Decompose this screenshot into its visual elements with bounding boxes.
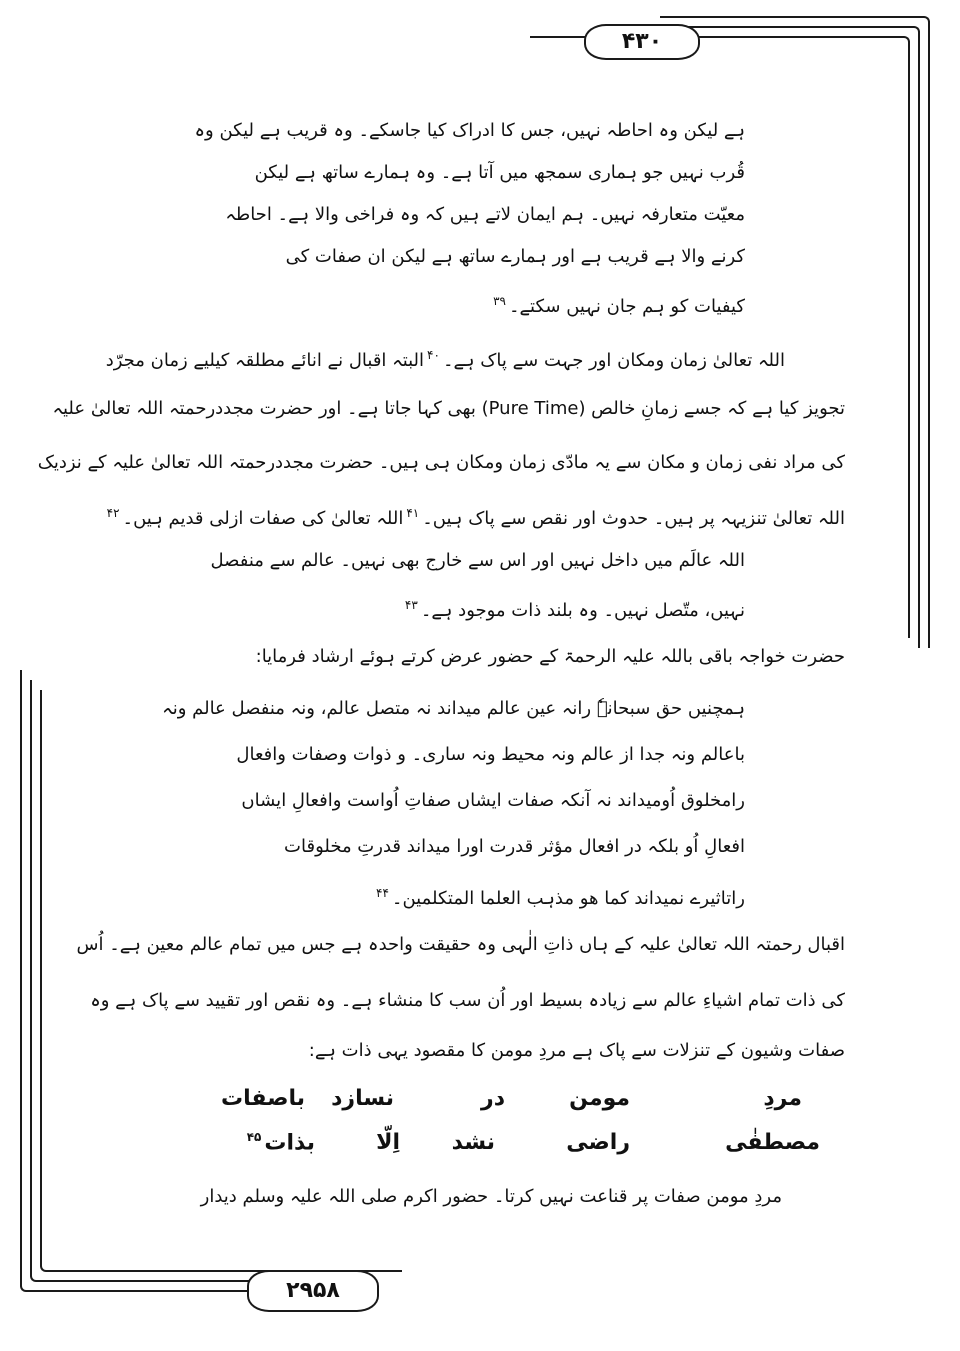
footnote-45: ۴۵ — [246, 1130, 262, 1144]
verse-2-word-5 — [244, 1130, 315, 1155]
block3-line-2-text: نہیں، متّصل نہیں۔ وہ بلند ذات موجود ہے۔ — [420, 600, 745, 621]
para4-line: حضرت خواجہ باقی باللہ علیہ الرحمۃ کے حضور عرض کرتے ہوئے ارشاد فرمایا: — [255, 646, 845, 667]
verse-1-word-2: مومن — [569, 1086, 630, 1111]
verse-2-word-4: اِلّا — [376, 1130, 400, 1155]
footnote-43: ۴۳ — [404, 598, 418, 612]
verse-1-word-5: باصفات — [221, 1086, 305, 1111]
para2-line-4-rest: اللہ تعالیٰ کی صفات ازلی قدیم ہیں۔ — [122, 508, 404, 529]
para2-line-1-text: اللہ تعالیٰ زمان ومکان اور جہت سے پاک ہے۔ — [442, 350, 785, 371]
persian-line-1: ہمچنیں حق سبحانہٗ رانہ عین عالم میداند نہ متصل عالم، ونہ منفصل عالم ونہ — [162, 698, 745, 719]
block1-line-2: قُرب نہیں جو ہماری سمجھ میں آتا ہے۔ وہ ہمارے ساتھ ہے لیکن — [254, 162, 745, 183]
verse-2-word-3: نشد — [451, 1130, 495, 1155]
footnote-40: ۴۰ — [427, 348, 440, 362]
para2-line-4-text: اللہ تعالیٰ تنزیہہ پر ہیں۔ حدوث اور نقص سے پاک ہیں۔ — [422, 508, 845, 529]
block1-line-3: معیّت متعارفہ نہیں۔ ہم ایمان لاتے ہیں کہ وہ فراخی والا ہے۔ احاطہ — [225, 204, 745, 225]
last-line: مردِ مومن صفات پر قناعت نہیں کرتا۔ حضور اکرم صلی اللہ علیہ وسلم دیدار — [200, 1186, 782, 1207]
para2-line-1 — [106, 342, 785, 374]
verse-2-word-1: مصطفٰی — [725, 1130, 820, 1155]
persian-line-3: رامخلوق اُومیداند نہ آنکہ صفات ایشاں صفاتِ اُواست وافعالِ ایشاں — [241, 790, 745, 811]
persian-line-5 — [373, 880, 745, 912]
persian-line-5-text: راتاثیرے نمیداند کما ھو مذہب العلما المتکلمین۔ — [391, 888, 745, 909]
page-number-top: ۴۳۰ — [584, 24, 700, 60]
persian-line-4: افعالِ اُو بلکہ در افعال مؤثر قدرت اورا میداند قدرتِ مخلوقات — [284, 836, 745, 857]
para2-line-3: کی مراد نفی زمان و مکان سے یہ مادّی زمان ومکان ہی ہیں۔ حضرت مجددرحمتہ اللہ تعالیٰ علیہ کے نزدیک — [37, 452, 845, 473]
footnote-42: ۴۲ — [106, 506, 120, 520]
block1-line-5 — [490, 288, 745, 320]
verse-1-word-3: در — [481, 1086, 505, 1111]
block3-line-2 — [402, 592, 745, 624]
verse-2-word-5-text: بذات — [264, 1130, 315, 1156]
block1-line-4: کرنے والا ہے قریب ہے اور ہمارے ساتھ ہے لیکن ان صفات کی — [285, 246, 745, 267]
block1-line-1: ہے لیکن وہ احاطہ نہیں، جس کا ادراک کیا جاسکے۔ وہ قریب ہے لیکن وہ — [194, 120, 745, 141]
para5-line-1: اقبال رحمتہ اللہ تعالیٰ علیہ کے ہاں ذاتِ الٰہی وہ حقیقت واحدہ ہے جس میں تمام عالم معین ہے۔ اُس — [76, 934, 845, 955]
para5-line-2: کی ذات تمام اشیاءِ عالم سے زیادہ بسیط اور اُن سب کا منشاء ہے۔ وہ نقص اور تقیید سے پاک ہے وہ — [90, 990, 845, 1011]
verse-1-word-1: مردِ — [763, 1086, 802, 1111]
block3-line-1: اللہ عالَم میں داخل نہیں اور اس سے خارج بھی نہیں۔ عالم سے منفصل — [210, 550, 745, 571]
footnote-39: ۳۹ — [493, 294, 506, 308]
page-number-bottom: ۲۹۵۸ — [247, 1270, 379, 1312]
footnote-41: ۴۱ — [406, 506, 420, 520]
persian-line-2: باعالم ونہ جدا از عالم ونہ محیط ونہ ساری۔ و ذوات وصفات وافعال — [236, 744, 745, 765]
footnote-44: ۴۴ — [376, 886, 389, 900]
para2-line-4 — [104, 500, 845, 532]
verse-2-word-2: راضی — [566, 1130, 630, 1155]
para2-line-2: تجویز کیا ہے کہ جسے زمانِ خالص (Pure Time) بھی کہا جاتا ہے۔ اور حضرت مجددرحمتہ اللہ تعالیٰ علیہ — [52, 398, 845, 419]
para5-line-3: صفات وشیون کے تنزلات سے پاک ہے مردِ مومن کا مقصود یہی ذات ہے: — [308, 1040, 845, 1061]
para2-line-1-rest: البتہ اقبال نے انائے مطلقہ کیلیے زمان مجرّد — [105, 350, 425, 371]
block1-line-5-text: کیفیات کو ہم جان نہیں سکتے۔ — [508, 296, 745, 317]
verse-1-word-4: نسازد — [331, 1086, 394, 1111]
